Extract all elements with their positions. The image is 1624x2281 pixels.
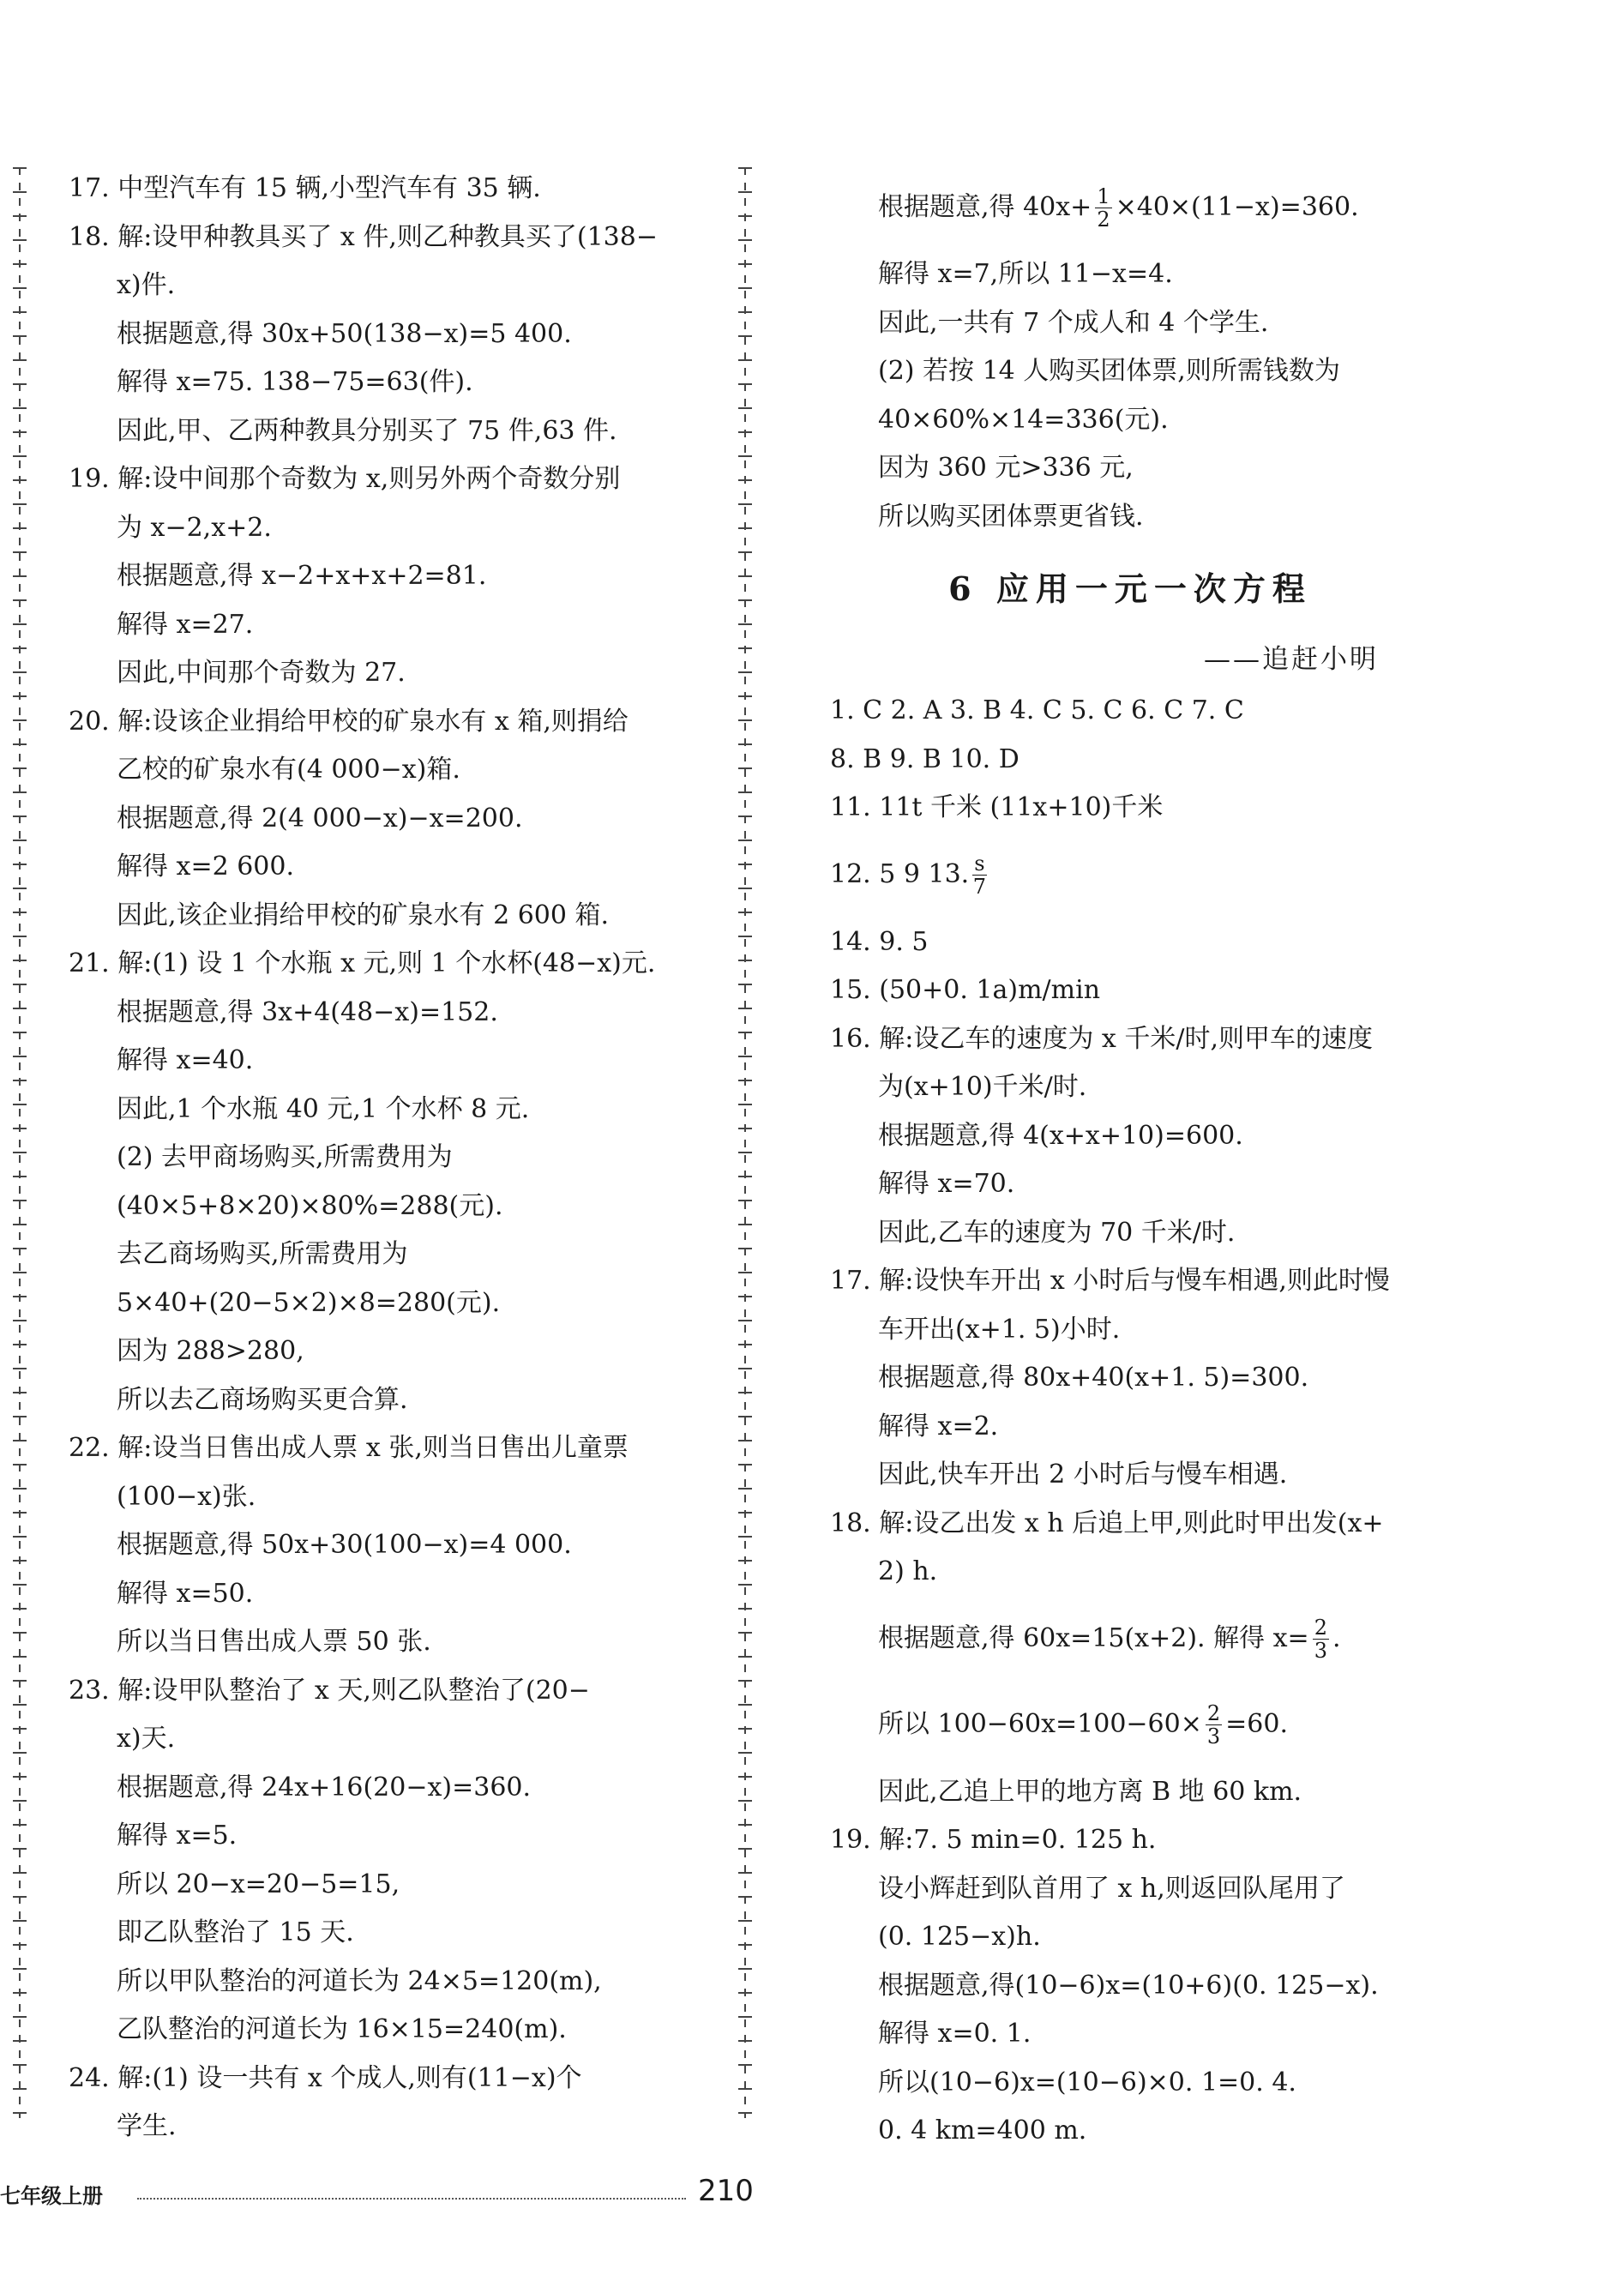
answer-line: 因此,甲、乙两种教具分别买了 75 件,63 件.	[117, 415, 617, 446]
answer-line: 根据题意,得 30x+50(138−x)=5 400.	[117, 318, 572, 349]
answer-line: 因此,乙车的速度为 70 千米/时.	[878, 1217, 1236, 1248]
q18-eq-before: 根据题意,得 60x=15(x+2). 解得 x=	[878, 1623, 1309, 1654]
question-line: 24. 解:(1) 设一共有 x 个成人,则有(11−x)个	[69, 2062, 582, 2093]
answer-line: 根据题意,得(10−6)x=(10+6)(0. 125−x).	[878, 1970, 1379, 2001]
answer-line: 为(x+10)千米/时.	[878, 1072, 1087, 1102]
answer-line: 乙队整治的河道长为 16×15=240(m).	[117, 2014, 567, 2044]
fraction-denominator: 7	[972, 875, 986, 899]
answer-line: 解得 x=70.	[878, 1169, 1015, 1199]
question-line: 19. 解:7. 5 min=0. 125 h.	[830, 1825, 1157, 1855]
q18-eq-line	[830, 1597, 1430, 1682]
fraction-denominator: 3	[1206, 1724, 1221, 1748]
question-line: 11. 11t 千米 (11x+10)千米	[830, 792, 1164, 822]
answer-line: 解得 x=5.	[117, 1821, 238, 1851]
answer-line: 因此,快车开出 2 小时后与慢车相遇.	[878, 1459, 1288, 1490]
answer-line: 设小辉赶到队首用了 x h,则返回队尾用了	[878, 1873, 1345, 1904]
fraction	[972, 852, 986, 898]
answer-block-c	[830, 918, 1430, 1597]
answer-line: 根据题意,得 50x+30(100−x)=4 000.	[117, 1530, 572, 1560]
question-line: 21. 解:(1) 设 1 个水瓶 x 元,则 1 个水杯(48−x)元.	[69, 948, 656, 978]
answer-line: 解得 x=2 600.	[117, 852, 295, 882]
answer-line: 解得 x=7,所以 11−x=4.	[878, 259, 1173, 289]
center-perforation	[744, 167, 746, 2118]
answer-line: 为 x−2,x+2.	[117, 512, 272, 543]
fraction-denominator: 3	[1314, 1639, 1327, 1663]
answer-line: 根据题意,得 4(x+x+10)=600.	[878, 1120, 1243, 1151]
answer-line: 所以甲队整治的河道长为 24×5=120(m),	[117, 1965, 602, 1996]
answer-line: 因此,乙追上甲的地方离 B 地 60 km.	[878, 1776, 1302, 1807]
answer-line: 解得 x=2.	[878, 1411, 999, 1441]
answer-line: 解得 x=50.	[117, 1578, 254, 1609]
right-column	[830, 165, 1430, 2156]
answer-line: 根据题意,得 80x+40(x+1. 5)=300.	[878, 1363, 1309, 1393]
question-line: 18. 解:设甲种教具买了 x 件,则乙种教具买了(138−	[69, 221, 658, 252]
answer-line: 所以去乙商场购买更合算.	[117, 1384, 408, 1415]
answer-line: 车开出(x+1. 5)小时.	[878, 1314, 1121, 1345]
fraction-numerator: s	[974, 852, 985, 876]
answer-line: 因此,中间那个奇数为 27.	[117, 658, 406, 688]
question-line: 22. 解:设当日售出成人票 x 张,则当日售出儿童票	[69, 1433, 629, 1463]
fraction-numerator: 2	[1314, 1616, 1327, 1640]
fraction-denominator: 2	[1097, 207, 1110, 232]
answer-line: 40×60%×14=336(元).	[878, 404, 1169, 435]
question-line: 17. 中型汽车有 15 辆,小型汽车有 35 辆.	[69, 173, 541, 203]
left-column	[69, 165, 695, 2152]
answer-line: 所以(10−6)x=(10−6)×0. 1=0. 4.	[878, 2067, 1296, 2097]
answer-line: 根据题意,得 24x+16(20−x)=360.	[117, 1772, 532, 1803]
answer-line: 乙校的矿泉水有(4 000−x)箱.	[117, 755, 460, 785]
q12-line	[830, 833, 1430, 918]
question-line: 19. 解:设中间那个奇数为 x,则另外两个奇数分别	[69, 464, 621, 494]
section-title: 6 应用一元一次方程	[948, 569, 1312, 608]
q18-so-before: 所以 100−60x=100−60×	[878, 1709, 1202, 1740]
answer-line: (2) 若按 14 人购买团体票,则所需钱数为	[878, 356, 1340, 386]
question-line: 20. 解:设该企业捐给甲校的矿泉水有 x 箱,则捐给	[69, 706, 629, 737]
answer-line: 5×40+(20−5×2)×8=280(元).	[117, 1287, 501, 1318]
answer-line: 解得 x=0. 1.	[878, 2019, 1032, 2049]
eq-line	[830, 165, 1430, 250]
question-line: 23. 解:设甲队整治了 x 天,则乙队整治了(20−	[69, 1675, 590, 1706]
answer-line: 因此,1 个水瓶 40 元,1 个水杯 8 元.	[117, 1093, 530, 1124]
answer-line: 因为 360 元>336 元,	[878, 453, 1134, 483]
answer-line: 因为 288>280,	[117, 1336, 304, 1366]
question-line: 15. (50+0. 1a)m/min	[830, 975, 1101, 1005]
page-footer	[0, 2174, 1624, 2217]
eq-before: 根据题意,得 40x+	[878, 191, 1092, 222]
answer-line: 因此,该企业捐给甲校的矿泉水有 2 600 箱.	[117, 900, 610, 930]
answer-line: (100−x)张.	[117, 1481, 256, 1512]
q18-eq-after: .	[1332, 1623, 1341, 1654]
q12-text: 12. 5 9 13.	[830, 859, 970, 890]
answer-line: 去乙商场购买,所需费用为	[117, 1239, 408, 1269]
grade-label: 七年级上册	[0, 2184, 103, 2208]
answer-line: (0. 125−x)h.	[878, 1922, 1041, 1952]
question-line: 8. B 9. B 10. D	[830, 743, 1020, 774]
answer-line: 解得 x=27.	[117, 609, 254, 640]
answer-line: (2) 去甲商场购买,所需费用为	[117, 1142, 453, 1172]
answer-line: 根据题意,得 3x+4(48−x)=152.	[117, 996, 498, 1027]
fraction	[1206, 1702, 1222, 1748]
answer-line: 解得 x=40.	[117, 1045, 254, 1075]
fraction-numerator: 2	[1206, 1701, 1221, 1725]
answer-line: 0. 4 km=400 m.	[878, 2115, 1087, 2146]
answer-line: 2) h.	[878, 1556, 938, 1586]
question-line: 18. 解:设乙出发 x h 后追上甲,则此时甲出发(x+	[830, 1508, 1384, 1538]
answer-block-b	[830, 687, 1430, 833]
question-line: 14. 9. 5	[830, 926, 929, 957]
fraction	[1095, 185, 1111, 231]
answer-line: 学生.	[117, 2111, 177, 2141]
left-perforation	[19, 167, 21, 2118]
eq-after: ×40×(11−x)=360.	[1115, 191, 1359, 222]
answer-line: 所以当日售出成人票 50 张.	[117, 1627, 431, 1657]
question-line: 17. 解:设快车开出 x 小时后与慢车相遇,则此时慢	[830, 1266, 1390, 1296]
answer-line: x)天.	[117, 1724, 176, 1754]
q18-so-after: =60.	[1225, 1709, 1289, 1740]
answer-line: 所以 20−x=20−5=15,	[117, 1869, 400, 1899]
answer-line: x)件.	[117, 270, 176, 300]
question-line: 1. C 2. A 3. B 4. C 5. C 6. C 7. C	[830, 695, 1244, 725]
answer-line: 所以购买团体票更省钱.	[878, 501, 1144, 532]
page-number: 210	[698, 2174, 754, 2208]
footer-dotted-rule	[137, 2198, 686, 2200]
answer-line: (40×5+8×20)×80%=288(元).	[117, 1190, 503, 1221]
answer-line: 根据题意,得 x−2+x+x+2=81.	[117, 561, 487, 591]
fraction	[1313, 1616, 1329, 1662]
answer-line: 因此,一共有 7 个成人和 4 个学生.	[878, 307, 1269, 338]
fraction-numerator: 1	[1097, 184, 1110, 208]
section-subtitle: ——追赶小明	[1204, 644, 1379, 675]
answer-line: 解得 x=75. 138−75=63(件).	[117, 367, 473, 397]
q18-so-line	[830, 1682, 1430, 1768]
answer-block-d	[830, 1768, 1430, 2156]
answer-line: 即乙队整治了 15 天.	[117, 1917, 354, 1947]
answer-line: 根据题意,得 2(4 000−x)−x=200.	[117, 803, 523, 834]
question-line: 16. 解:设乙车的速度为 x 千米/时,则甲车的速度	[830, 1023, 1373, 1054]
answer-block-a	[830, 250, 1430, 541]
